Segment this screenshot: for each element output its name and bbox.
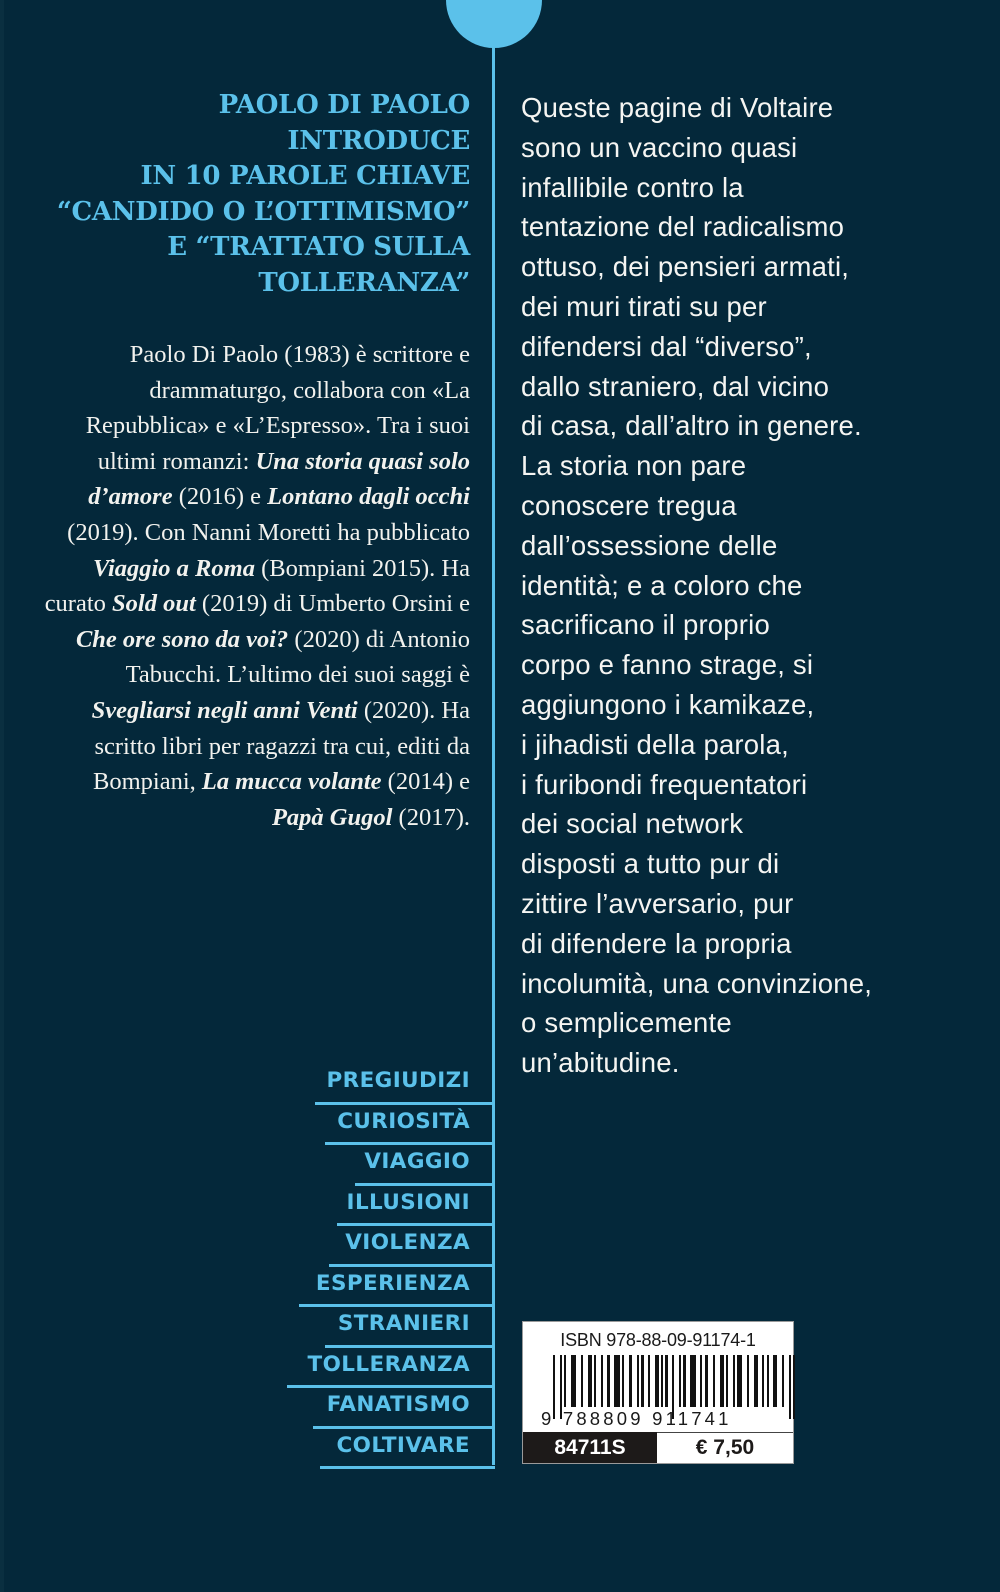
barcode-bar (737, 1355, 742, 1407)
blurb-line: corpo e fanno strage, si (521, 649, 814, 681)
barcode-bar (782, 1355, 784, 1407)
blurb-line: dei social network (521, 808, 744, 840)
keyword-label: COLTIVARE (336, 1432, 470, 1458)
headline-line: IN 10 PAROLE CHIAVE (140, 161, 470, 191)
book-blurb (521, 88, 941, 1083)
blurb-line: di casa, dall’altro in genere. (521, 410, 862, 442)
barcode-bar (581, 1355, 583, 1407)
barcode-bar (607, 1355, 609, 1407)
barcode-bar (637, 1355, 639, 1407)
barcode-bar (564, 1355, 566, 1407)
bio-text: (2020). Ha scritto libri per ragazzi tra cui, editi da Bompiani, (93, 696, 470, 796)
keyword-label: TOLLERANZA (307, 1351, 470, 1377)
keyword-item (270, 1348, 495, 1389)
keyword-label: PREGIUDIZI (326, 1068, 470, 1093)
barcode-bar (661, 1355, 663, 1407)
bio-text: (2019) di Umberto Orsini e (195, 590, 470, 618)
keyword-item (270, 1267, 495, 1308)
blurb-line: La storia non pare (521, 450, 747, 482)
bio-text: (2017). (392, 803, 470, 831)
barcode-bar (705, 1355, 709, 1407)
barcode-bar (614, 1355, 619, 1407)
keyword-item (270, 1105, 495, 1146)
barcode-bar (571, 1355, 576, 1407)
bio-title: La mucca volante (201, 768, 382, 796)
blurb-line: identità; e a coloro che (521, 569, 803, 601)
keyword-item (270, 1186, 495, 1227)
bio-text: (2014) e (381, 768, 470, 796)
blurb-line: Queste pagine di Voltaire (521, 92, 834, 123)
barcode-bar (629, 1355, 633, 1407)
barcode-bar (733, 1355, 735, 1407)
headline-line: “CANDIDO O L’OTTIMISMO” (56, 196, 470, 227)
price-label: € 7,50 (657, 1432, 793, 1463)
blurb-line: di difendere la propria (521, 927, 792, 959)
barcode-bar (648, 1355, 650, 1407)
bio-text: (2020) di Antonio Tabucchi. L’ultimo dei suoi saggi è (125, 625, 470, 689)
barcode-bar (762, 1355, 764, 1407)
keyword-label: STRANIERI (337, 1311, 470, 1336)
blurb-line: i jihadisti della parola, (521, 728, 789, 760)
keyword-label: ESPERIENZA (315, 1270, 470, 1296)
product-code: 84711S (523, 1432, 657, 1463)
blurb-line: un’abitudine. (521, 1047, 680, 1079)
blurb-line: ottuso, dei pensieri armati, (521, 251, 850, 283)
blurb-line: dallo straniero, dal vicino (521, 370, 830, 402)
barcode-bar (588, 1355, 592, 1407)
keyword-label: CURIOSITÀ (337, 1108, 470, 1134)
barcode-box (522, 1321, 794, 1464)
keyword-underline (320, 1466, 495, 1469)
keyword-label: ILLUSIONI (346, 1189, 470, 1215)
bio-title: Sold out (112, 590, 196, 618)
headline-line: INTRODUCE (287, 125, 470, 156)
keyword-item (270, 1226, 495, 1267)
headline-line: PAOLO DI PAOLO (218, 90, 470, 120)
blurb-line: incolumità, una convinzione, (521, 967, 873, 999)
blurb-line: sono un vaccino quasi (521, 131, 798, 163)
bio-text: Paolo Di Paolo (1983) è scrittore e drammaturgo, collabora con «La Repubblica» e «L’Espresso». Tra i suoi ultimi romanzi: (85, 341, 470, 475)
keyword-item (270, 1388, 495, 1429)
barcode-bar (773, 1355, 777, 1407)
blurb-line: difendersi dal “diverso”, (521, 330, 812, 362)
barcode-bar (767, 1355, 769, 1407)
isbn-label: ISBN 978-88-09-91174-1 (560, 1330, 756, 1350)
blurb-line: aggiungono i kamikaze, (521, 688, 815, 720)
bio-text: (2019). Con Nanni Moretti ha pubblicato (67, 518, 470, 546)
headline-line: TOLLERANZA” (258, 267, 470, 298)
keyword-item (270, 1307, 495, 1348)
barcode-bar (726, 1355, 728, 1407)
headline-line: E “TRATTATO SULLA (167, 232, 470, 262)
blurb-line: sacrificano il proprio (521, 609, 770, 641)
barcode-bar (622, 1355, 624, 1407)
barcode-bar (793, 1355, 795, 1419)
bio-title: Viaggio a Roma (92, 554, 255, 582)
blurb-line: infallibile contro la (521, 171, 744, 203)
barcode-bar (601, 1355, 603, 1407)
keyword-label: VIOLENZA (345, 1230, 470, 1255)
headline (40, 88, 470, 301)
barcode-bar (713, 1355, 715, 1407)
keyword-item (270, 1145, 495, 1186)
bio-title: Papà Gugol (271, 803, 393, 831)
bio-title: Svegliarsi negli anni Venti (91, 696, 358, 724)
barcode-bar (747, 1355, 749, 1407)
barcode-bar (655, 1355, 659, 1407)
barcode-bar (665, 1355, 667, 1407)
blurb-line: dall’ossessione delle (521, 529, 778, 561)
blurb-line: disposti a tutto pur di (521, 848, 780, 880)
barcode-bar (594, 1355, 596, 1407)
barcode-bar (720, 1355, 724, 1407)
barcode-bar (683, 1355, 685, 1407)
keyword-list (270, 1064, 495, 1469)
keyword-item (270, 1064, 495, 1105)
cover-edge (0, 0, 4, 1592)
bio-title: Lontano dagli occhi (267, 483, 470, 511)
barcode-bar (754, 1355, 758, 1407)
blurb-line: conoscere tregua (521, 489, 737, 521)
bio-text: (2016) e (172, 483, 268, 511)
author-bio (40, 337, 470, 835)
keyword-item (270, 1429, 495, 1470)
bio-text: (Bompiani 2015). Ha curato (44, 554, 470, 618)
barcode-bar (690, 1355, 695, 1407)
keyword-label: VIAGGIO (364, 1149, 470, 1174)
blurb-line: dei muri tirati su per (521, 290, 767, 322)
blurb-line: o semplicemente (521, 1007, 732, 1039)
barcode-bar (700, 1355, 702, 1407)
barcode-bar (789, 1355, 791, 1419)
blurb-line: i furibondi frequentatori (521, 768, 808, 800)
barcode-bar (641, 1355, 643, 1407)
bio-title: Che ore sono da voi? (75, 625, 289, 653)
barcode-digits: 9 788809 911741 (541, 1408, 732, 1429)
keyword-label: FANATISMO (326, 1392, 470, 1417)
barcode-bar (679, 1355, 681, 1407)
bio-title: Una storia quasi solo d’amore (88, 447, 470, 511)
blurb-line: tentazione del radicalismo (521, 211, 845, 243)
blurb-line: zittire l’avversario, pur (521, 887, 794, 919)
